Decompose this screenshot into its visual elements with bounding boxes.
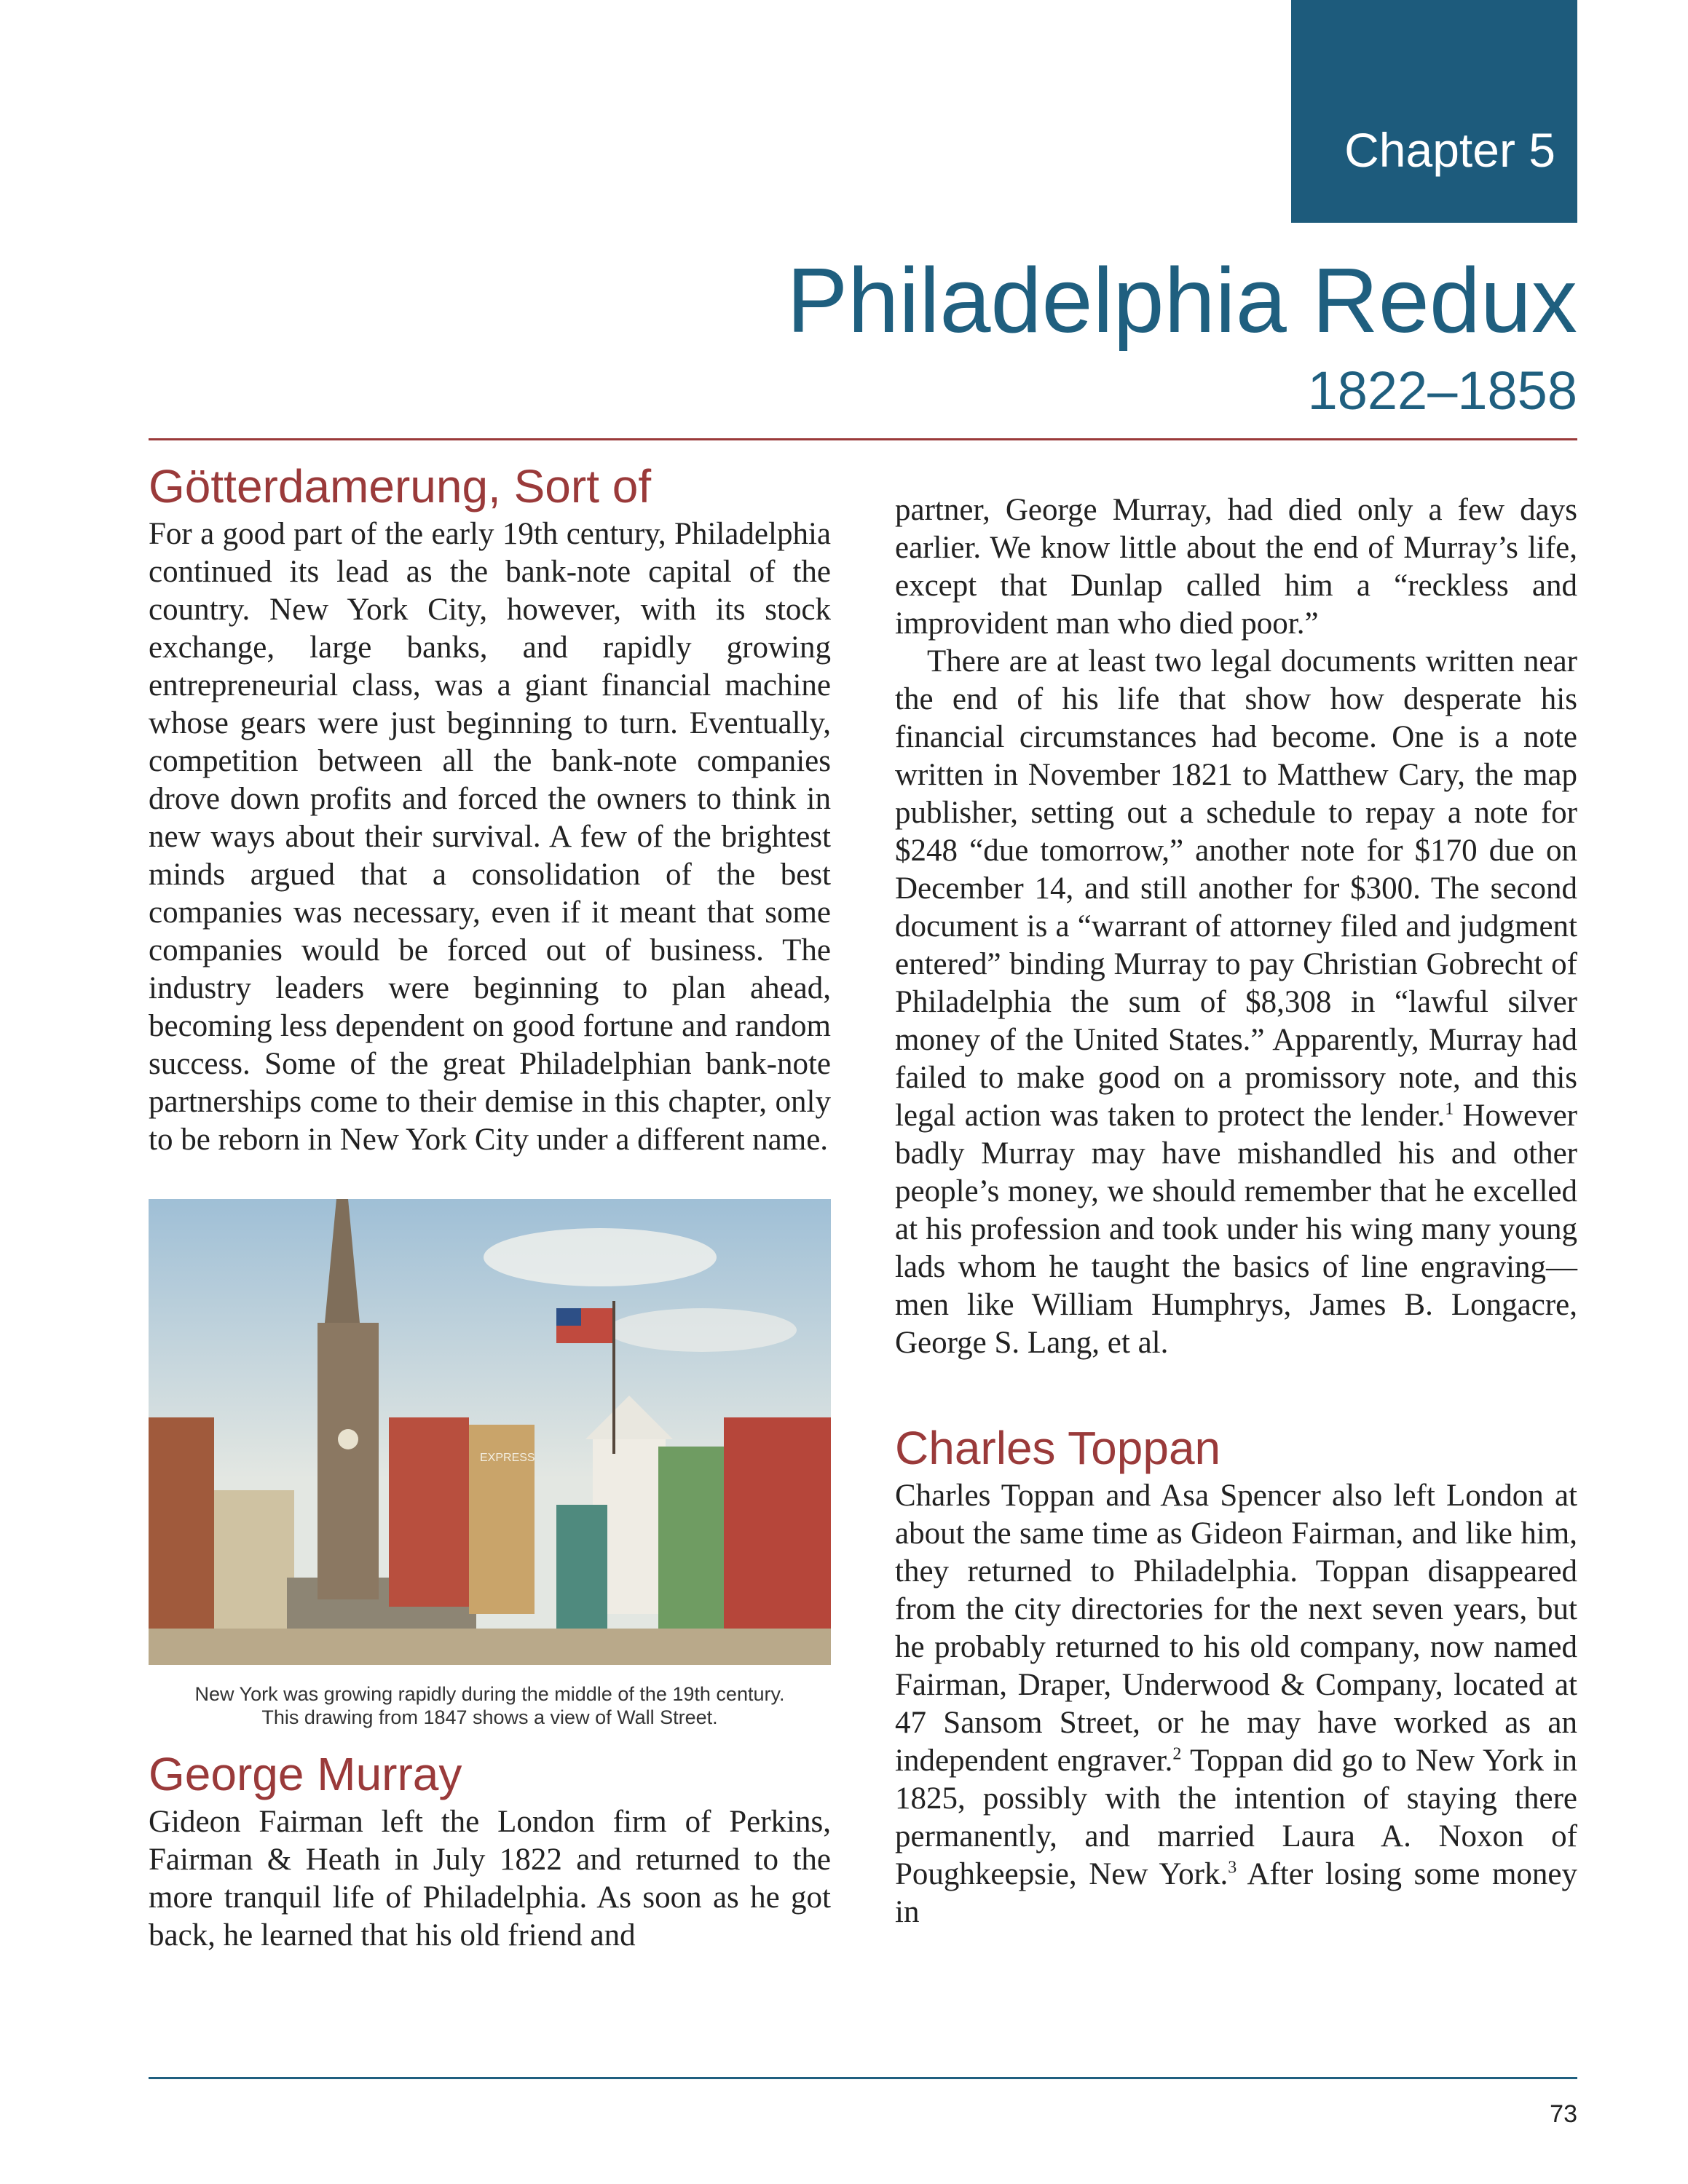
paragraph-charles-toppan-text-b: Toppan did go to New York in 1825, possibly with the intention of staying there permanently, and married Laura A. Noxon of Poughkeepsie, New York.: [895, 1744, 1577, 1891]
chapter-label-box: [1291, 0, 1577, 223]
page-title: Philadelphia Redux: [786, 249, 1577, 352]
paragraph-george-murray-continued: partner, George Murray, had died only a few days earlier. We know little about the end of Murray’s life, except that Dunlap called him a “reckless and improvident man who died poor.”: [895, 493, 1577, 641]
page-number: 73: [1550, 2100, 1577, 2128]
footnote-marker-2[interactable]: 2: [1172, 1744, 1182, 1764]
top-divider: [149, 438, 1577, 440]
paragraph-legal-documents: [895, 643, 1577, 1362]
figure-caption-line-1: New York was growing rapidly during the middle of the 19th century.: [194, 1683, 785, 1705]
section-heading-gotterdamerung: Götterdamerung, Sort of: [149, 460, 652, 513]
bottom-divider: [149, 2077, 1577, 2079]
paragraph-charles-toppan-text-c: After losing some money in: [895, 1857, 1577, 1929]
section-heading-george-murray: George Murray: [149, 1748, 462, 1800]
paragraph-charles-toppan: [895, 1477, 1577, 1931]
paragraph-george-murray-start: Gideon Fairman left the London firm of Perkins, Fairman & Heath in July 1822 and returned to the more tranquil life of Philadelphia. As soon as he got back, he learned that his old friend and: [149, 1805, 831, 1952]
section-heading-charles-toppan: Charles Toppan: [895, 1422, 1221, 1474]
figure-caption-line-2: This drawing from 1847 shows a view of Wall Street.: [261, 1706, 718, 1728]
wall-street-illustration: [149, 1199, 831, 1665]
paragraph-legal-documents-text-b: However badly Murray may have mishandled his and other people’s money, we should remember that he excelled at his profession and took under his wing many young lads whom he taught the basics of line engraving—men like William Humphrys, James B. Longacre, George S. Lang, et al.: [895, 1099, 1577, 1360]
right-column: [895, 491, 1577, 1931]
paragraph-charles-toppan-text-a: Charles Toppan and Asa Spencer also left London at about the same time as Gideon Fairman, and like him, they returned to Philadelphia. Toppan disappeared from the city directories for the next seven years, but he probably returned to his old company, now named Fairman, Draper, Underwood & Company, located at 47 Sansom Street, or he may have worked as an independent engraver.: [895, 1479, 1577, 1778]
paragraph-legal-documents-text-a: There are at least two legal documents written near the end of his life that show how desperate his financial circumstances had become. One is a note written in November 1821 to Matthew Cary, the map publisher, setting out a schedule to repay a note for $248 “due tomorrow,” another note for $170 due on December 14, and still another for $300. The second document is a “warrant of attorney filed and judgment entered” binding Murray to pay Christian Gobrecht of Philadelphia the sum of $8,308 in “lawful silver money of the United States.” Apparently, Murray had failed to make good on a promissory note, and this legal action was taken to protect the lender.: [895, 644, 1577, 1133]
wall-street-drawing: [149, 1199, 831, 1665]
express-sign: EXPRESS: [480, 1452, 535, 1464]
footnote-marker-3[interactable]: 3: [1228, 1858, 1237, 1878]
chapter-label: Chapter 5: [1344, 123, 1555, 177]
paragraph-gotterdamerung: For a good part of the early 19th century, Philadelphia continued its lead as the bank-note capital of the country. New York City, however, with its stock exchange, large banks, and rapidly growing entrepreneurial class, was a giant financial machine whose gears were just beginning to turn. Eventually, competition between all the bank-note companies drove down profits and forced the owners to think in new ways about their survival. A few of the brightest minds argued that a consolidation of the best companies was necessary, even if it meant that some companies would be forced out of business. The industry leaders were beginning to plan ahead, becoming less dependent on good fortune and random success. Some of the great Philadelphian bank-note partnerships come to their demise in this chapter, only to be reborn in New York City under a different name.: [149, 517, 831, 1157]
footnote-marker-1[interactable]: 1: [1445, 1099, 1454, 1119]
page-subtitle-years: 1822–1858: [1307, 360, 1577, 421]
left-column: [149, 457, 831, 1955]
figure-caption: [149, 1682, 831, 1729]
